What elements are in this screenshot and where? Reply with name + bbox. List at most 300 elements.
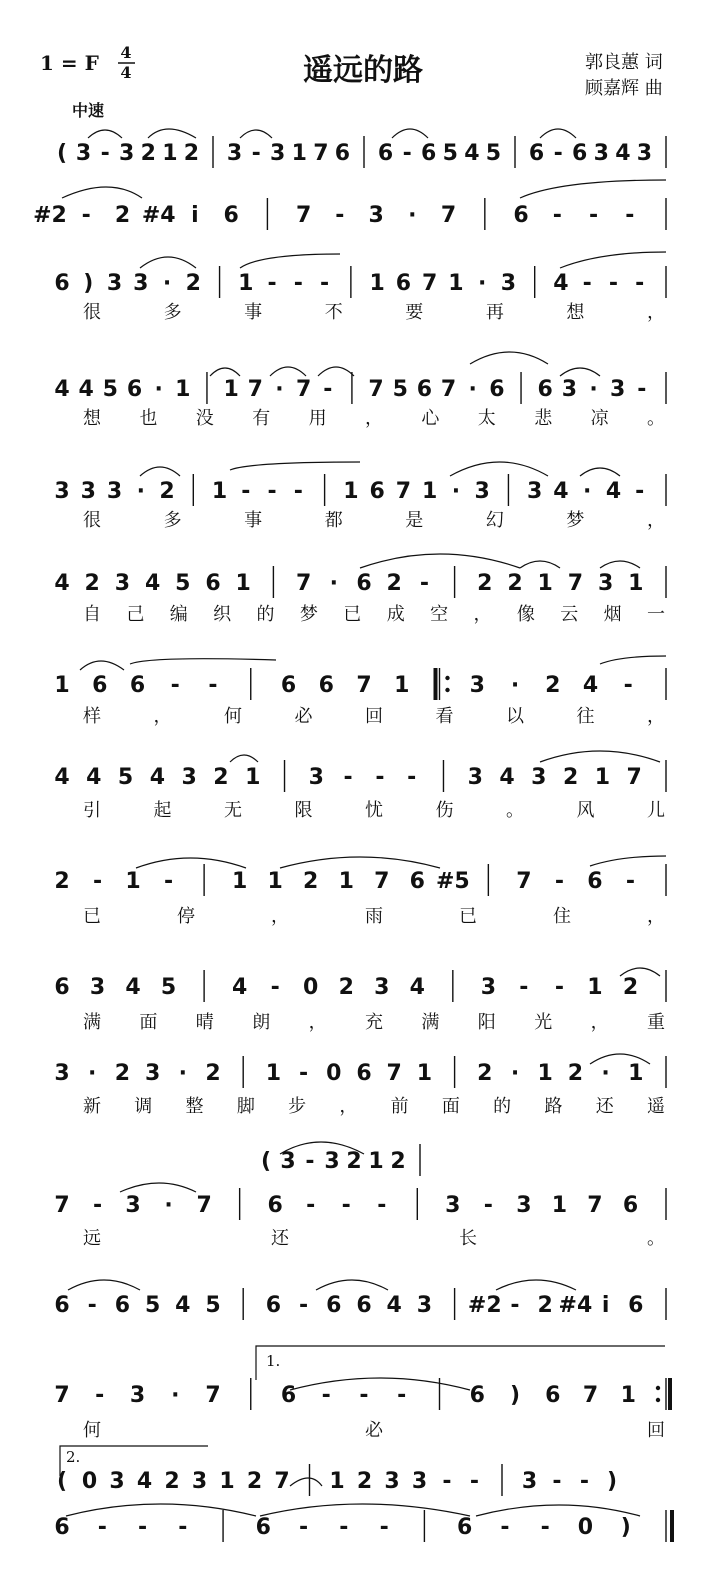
note: - — [299, 1293, 309, 1318]
slur — [290, 1478, 322, 1486]
note: 3 — [129, 1383, 146, 1408]
slur — [450, 462, 548, 476]
note: - — [270, 975, 280, 1000]
note: 3 — [114, 571, 131, 596]
note: 2 — [140, 141, 156, 166]
note: 3 — [54, 1061, 70, 1086]
note: - — [500, 1515, 510, 1540]
note: 3 — [597, 571, 614, 596]
note: - — [299, 1515, 309, 1540]
lyric: 已 — [83, 906, 101, 927]
lyric: 还 — [595, 1096, 614, 1117]
note: 3 — [593, 141, 609, 166]
lyric: 儿 — [647, 800, 665, 821]
note: 3 — [527, 479, 543, 504]
lyric: 幻 — [485, 510, 504, 531]
lyric: ， — [339, 1096, 358, 1117]
note: 7 — [587, 1193, 603, 1218]
note: 6 — [409, 869, 425, 894]
lyric: 不 — [324, 302, 343, 323]
note: - — [375, 765, 385, 790]
note: 7 — [54, 1383, 70, 1408]
note: 3 — [516, 1193, 532, 1218]
score-row — [57, 136, 666, 168]
note: 2 — [390, 1149, 406, 1174]
lyric: 前 — [390, 1096, 409, 1117]
note: 2 — [477, 1061, 493, 1086]
note: 3 — [416, 1293, 433, 1318]
note: 6 — [280, 1383, 297, 1408]
note: 3 — [133, 271, 149, 296]
lyric: 看 — [435, 706, 454, 727]
note: - — [402, 141, 412, 166]
note: 6 — [395, 271, 412, 296]
slur — [240, 254, 340, 268]
song-title: 遥远的路 — [303, 53, 423, 88]
lyric: 成 — [386, 604, 405, 625]
note: 7 — [567, 571, 584, 596]
note: 7 — [356, 673, 372, 698]
note: 6 — [416, 377, 433, 402]
lyric: 悲 — [534, 408, 553, 429]
lyric: 遥 — [647, 1096, 665, 1117]
note: 4 — [54, 377, 70, 402]
lyric: 用 — [308, 408, 327, 429]
lyric: 风 — [576, 800, 595, 821]
note: 1 — [368, 1149, 384, 1174]
score-row — [54, 1188, 666, 1249]
slur — [540, 129, 576, 138]
note: 5 — [485, 141, 502, 166]
note: 6 — [356, 1061, 372, 1086]
note: 6 — [528, 141, 545, 166]
slur — [210, 368, 240, 376]
note: · — [275, 377, 284, 402]
slur — [230, 462, 360, 470]
lyric: 雨 — [365, 906, 383, 927]
note: 7 — [247, 377, 263, 402]
lyric: 停 — [177, 906, 195, 927]
lyric: 限 — [294, 800, 313, 821]
note: · — [164, 1193, 173, 1218]
note: 7 — [440, 203, 457, 228]
note: - — [552, 1469, 562, 1494]
note: 6 — [513, 203, 529, 228]
lyric: 阳 — [477, 1012, 496, 1033]
lyric: 新 — [83, 1096, 101, 1117]
slur — [88, 130, 122, 138]
note: - — [293, 271, 303, 296]
slur — [136, 858, 246, 868]
note: 1 — [369, 271, 385, 296]
note: - — [321, 1383, 331, 1408]
note: 2 — [54, 869, 70, 894]
lyric: 脚 — [236, 1096, 255, 1117]
score-row — [57, 1464, 617, 1496]
note: 2 — [303, 869, 319, 894]
note: 1 — [211, 479, 228, 504]
note: 4 — [175, 1293, 191, 1318]
slur — [580, 468, 620, 476]
note: - — [87, 1293, 97, 1318]
note: 2 — [537, 1293, 553, 1318]
note: 1 — [125, 869, 141, 894]
note: 5 — [392, 377, 408, 402]
note: - — [483, 1193, 493, 1218]
note: 2 — [164, 1469, 180, 1494]
slur — [470, 352, 548, 364]
first-ending-label: 1. — [266, 1352, 281, 1370]
note: - — [299, 1061, 309, 1086]
note: 7 — [196, 1193, 212, 1218]
note: 6 — [129, 673, 146, 698]
lyric: 住 — [553, 906, 571, 927]
note: - — [305, 1149, 315, 1174]
note: 3 — [270, 141, 286, 166]
lyric: 梦 — [566, 510, 585, 531]
lyric: 面 — [441, 1096, 460, 1117]
note: - — [320, 271, 330, 296]
note: · — [178, 1061, 187, 1086]
lyric: ， — [308, 1012, 327, 1033]
lyric: ， — [153, 706, 172, 727]
score-row — [54, 1056, 666, 1117]
note: 6 — [356, 571, 372, 596]
note: 7 — [421, 271, 438, 296]
note: 6 — [280, 673, 297, 698]
slur — [270, 367, 306, 376]
score-row — [54, 1378, 670, 1441]
note: ( — [56, 141, 68, 166]
note: - — [267, 479, 277, 504]
score-row — [54, 474, 666, 531]
note: 3 — [89, 975, 106, 1000]
lyric: ， — [647, 706, 665, 727]
note: 6 — [572, 141, 588, 166]
note: 2 — [246, 1469, 263, 1494]
note: 7 — [582, 1383, 599, 1408]
lyric: 样 — [83, 706, 101, 727]
note: - — [267, 271, 277, 296]
slur — [360, 554, 520, 568]
lyric: 编 — [169, 604, 188, 625]
score-row — [54, 1510, 672, 1542]
slur — [120, 1183, 196, 1192]
composer-credit: 顾嘉辉 曲 — [585, 78, 663, 99]
note: - — [608, 271, 619, 296]
lyric: 必 — [294, 706, 313, 727]
note: 7 — [626, 765, 642, 790]
slur — [290, 1378, 470, 1390]
note: 4 — [499, 765, 515, 790]
lyric: 以 — [506, 706, 524, 727]
lyric: 要 — [405, 302, 424, 323]
score-row — [33, 198, 666, 230]
note: 6 — [326, 1293, 342, 1318]
slur — [520, 180, 666, 198]
note: 2 — [185, 271, 201, 296]
lyric: 再 — [485, 302, 504, 323]
note: 3 — [144, 1061, 161, 1086]
lyric: ， — [473, 604, 492, 625]
note: · — [171, 1383, 180, 1408]
note: - — [554, 869, 564, 894]
note: ) — [83, 271, 94, 296]
note: - — [335, 203, 345, 228]
note: - — [241, 479, 251, 504]
lyric: 织 — [213, 604, 232, 625]
repeat-dot — [445, 676, 449, 680]
note: - — [341, 1193, 351, 1218]
note: - — [625, 203, 635, 228]
note: ( — [56, 1469, 68, 1494]
lyric: 事 — [244, 302, 263, 323]
note: - — [293, 479, 303, 504]
note: · — [477, 271, 487, 296]
note: 6 — [489, 377, 505, 402]
note: - — [554, 975, 564, 1000]
lyric: 满 — [83, 1012, 101, 1033]
slur — [62, 187, 142, 198]
note: 3 — [191, 1469, 208, 1494]
score-rows — [33, 136, 672, 1542]
slur — [560, 368, 600, 376]
note: 6 — [54, 271, 70, 296]
note: 2 — [356, 1469, 373, 1494]
note: 7 — [386, 1061, 402, 1086]
note: · — [601, 1061, 610, 1086]
note: 4 — [464, 141, 480, 166]
note: 1 — [551, 1193, 568, 1218]
note: - — [359, 1383, 369, 1408]
note: i — [191, 203, 199, 228]
lyric: ， — [271, 906, 289, 927]
lyric: 太 — [477, 408, 496, 429]
note: 4 — [553, 271, 569, 296]
note: 3 — [308, 765, 324, 790]
lyric: 很 — [83, 302, 101, 323]
note: - — [306, 1193, 316, 1218]
repeat-dot — [445, 688, 449, 692]
slur — [496, 1280, 576, 1290]
score-row — [261, 1144, 420, 1176]
lyric: 想 — [83, 408, 101, 429]
note: 1 — [421, 479, 438, 504]
note: 7 — [295, 571, 312, 596]
note: 4 — [78, 377, 94, 402]
note: - — [625, 869, 636, 894]
note: #4 — [558, 1293, 593, 1318]
note: · — [88, 1061, 97, 1086]
lyric: 引 — [83, 800, 101, 821]
note: - — [100, 141, 110, 166]
time-signature-top: 4 — [120, 43, 132, 62]
note: 1 — [343, 479, 359, 504]
lyric: 凉 — [590, 408, 609, 429]
note: 1 — [265, 1061, 282, 1086]
note: ) — [509, 1383, 521, 1408]
note: - — [97, 1515, 107, 1540]
lyric: 长 — [459, 1228, 477, 1249]
note: - — [553, 141, 563, 166]
note: 1 — [537, 1061, 553, 1086]
note: 5 — [117, 765, 134, 790]
note: · — [451, 479, 461, 504]
lyric: 很 — [83, 510, 101, 531]
tempo-marking: 中速 — [72, 101, 105, 120]
note: - — [95, 1383, 105, 1408]
note: - — [92, 869, 103, 894]
note: - — [208, 673, 218, 698]
slur — [520, 561, 560, 568]
score-row — [54, 668, 666, 727]
lyric: 何 — [83, 1420, 101, 1441]
note: 3 — [561, 377, 578, 402]
note: · — [162, 271, 172, 296]
slur — [600, 561, 640, 568]
lyric: 也 — [139, 408, 158, 429]
note: ) — [606, 1469, 618, 1494]
score-row — [54, 372, 666, 429]
note: 3 — [80, 479, 96, 504]
note: 6 — [265, 1293, 282, 1318]
lyric: 没 — [195, 408, 214, 429]
lyric: 还 — [271, 1228, 289, 1249]
note: · — [589, 377, 598, 402]
note: 3 — [467, 765, 483, 790]
note: 5 — [205, 1293, 221, 1318]
lyric: 远 — [83, 1228, 101, 1249]
note: 1 — [416, 1061, 433, 1086]
note: - — [251, 141, 261, 166]
note: 3 — [280, 1149, 296, 1174]
slur — [66, 1504, 256, 1516]
note: 3 — [384, 1469, 400, 1494]
note: 3 — [521, 1469, 538, 1494]
note: - — [81, 203, 91, 228]
note: 3 — [610, 377, 626, 402]
note: 2 — [183, 141, 200, 166]
note: 1 — [537, 571, 553, 596]
score-row — [54, 864, 666, 927]
note: 4 — [615, 141, 631, 166]
score-row — [54, 760, 666, 821]
key-signature: 1 = F — [40, 51, 99, 75]
note: 2 — [507, 571, 523, 596]
note: - — [164, 869, 174, 894]
lyric: 充 — [365, 1012, 383, 1033]
note: 2 — [159, 479, 175, 504]
note: - — [469, 1469, 480, 1494]
lyric: ， — [647, 510, 665, 531]
note: 2 — [622, 975, 639, 1000]
note: 2 — [338, 975, 354, 1000]
note: - — [339, 1515, 349, 1540]
note: 7 — [295, 203, 312, 228]
lyricist-credit: 郭良蕙 词 — [585, 52, 663, 73]
note: - — [397, 1383, 407, 1408]
note: 6 — [622, 1193, 639, 1218]
note: 0 — [577, 1515, 594, 1540]
volta-brackets — [60, 1346, 665, 1476]
slur — [392, 129, 428, 138]
lyric: 的 — [256, 604, 275, 625]
note: - — [637, 377, 647, 402]
note: 3 — [474, 479, 490, 504]
note: 4 — [553, 479, 569, 504]
note: 6 — [92, 673, 108, 698]
lyric: 何 — [224, 706, 242, 727]
note: - — [635, 271, 645, 296]
lyric: 是 — [405, 510, 424, 531]
note: 7 — [516, 869, 532, 894]
slur — [316, 1280, 388, 1290]
note: - — [623, 673, 633, 698]
note: 6 — [114, 1293, 131, 1318]
note: 6 — [457, 1515, 473, 1540]
note: 6 — [223, 203, 239, 228]
note: · — [136, 479, 145, 504]
note: 6 — [537, 377, 553, 402]
note: - — [170, 673, 180, 698]
note: 6 — [126, 377, 143, 402]
lyric: 多 — [163, 510, 182, 531]
note: 1 — [594, 765, 611, 790]
slur — [590, 856, 666, 866]
lyric: 。 — [647, 408, 665, 429]
note: 3 — [119, 141, 135, 166]
slur — [140, 257, 196, 268]
note: 1 — [620, 1383, 636, 1408]
lyric: ， — [590, 1012, 609, 1033]
note: 2 — [114, 1061, 131, 1086]
note: - — [442, 1469, 452, 1494]
lyric: 己 — [126, 604, 145, 625]
lyric: 。 — [647, 1228, 665, 1249]
note: · — [408, 203, 417, 228]
note: 7 — [368, 377, 384, 402]
lyric: 必 — [365, 1420, 383, 1441]
slur — [560, 252, 666, 268]
note: - — [582, 271, 592, 296]
note: 7 — [274, 1469, 290, 1494]
note: 6 — [205, 571, 221, 596]
repeat-dot — [656, 1386, 660, 1390]
note: 1 — [54, 673, 70, 698]
note: 6 — [469, 1383, 485, 1408]
slur — [230, 755, 258, 762]
lyric: 满 — [421, 1012, 440, 1033]
note: 7 — [54, 1193, 70, 1218]
note: 1 — [291, 141, 307, 166]
note: 0 — [326, 1061, 342, 1086]
note: 3 — [226, 141, 243, 166]
note: · — [510, 673, 520, 698]
note: 4 — [605, 479, 622, 504]
lyric: 空 — [430, 604, 449, 625]
lyric: 烟 — [603, 604, 622, 625]
note: 4 — [136, 1469, 153, 1494]
note: 3 — [368, 203, 384, 228]
note: i — [601, 1293, 610, 1318]
note: · — [329, 571, 338, 596]
lyric: 心 — [421, 408, 440, 429]
note: 3 — [374, 975, 390, 1000]
note: 1 — [587, 975, 603, 1000]
note: 6 — [54, 1515, 70, 1540]
note: ( — [260, 1149, 272, 1174]
score-row — [54, 266, 666, 323]
